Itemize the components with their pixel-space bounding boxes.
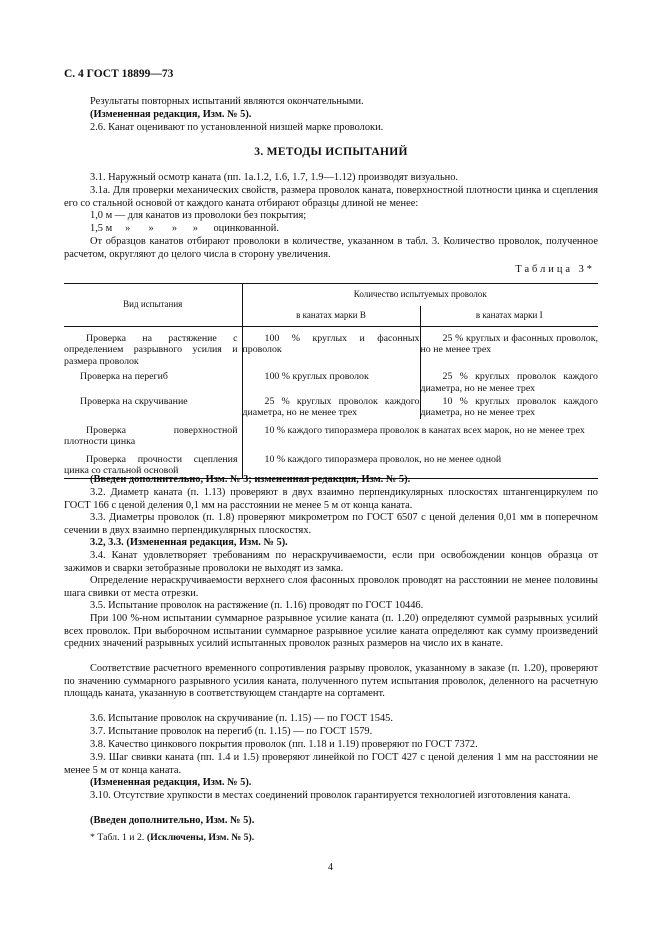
footnote-text: * Табл. 1 и 2. [90, 832, 145, 843]
paragraph-3-7: 3.7. Испытание проволок на перегиб (п. 1.15) — по ГОСТ 1579. [90, 726, 373, 737]
cell-grade-1: 25 % круглых проволок каждого диаметра, но не менее трех [420, 371, 598, 394]
table-row [64, 394, 598, 419]
paragraph-3-2: 3.2. Диаметр каната (п. 1.13) проверяют в двух взаимно перпендикулярных плоскостях штангенциркулем по ГОСТ 166 с ценой деления 0,1 мм на расстоянии не менее 5 м от конца каната. [64, 487, 598, 511]
header-wire-count: Количество испытуемых проволок [242, 284, 598, 306]
footnote [64, 832, 598, 845]
paragraph-sampling: От образцов канатов отбирают проволоки в количестве, указанном в табл. 3. Количество проволок, полученное расчетом, округляют до целого числа в сторону увеличения. [64, 236, 598, 260]
table-caption: Таблица 3* [515, 264, 595, 275]
paragraph-3-3: 3.3. Диаметры проволок (п. 1.8) проверяют микрометром по ГОСТ 6507 с ценой деления 0,01 мм в поперечном сечении в двух взаимно перпендикулярных плоскостях. [64, 512, 598, 536]
cell-test: Проверка прочности сцепления цинка со стальной основой [64, 448, 242, 479]
header-grade-b: в канатах марки В [242, 306, 420, 327]
page-header: С. 4 ГОСТ 18899—73 [64, 68, 174, 80]
cell-grade-1: 10 % круглых проволок каждого диаметра, но не менее трех [420, 396, 598, 419]
paragraph-3-10: 3.10. Отсутствие хрупкости в местах соединений проволок гарантируется технологией изготовления каната. [90, 790, 571, 801]
table-row [64, 419, 598, 448]
cell-test: Проверка на перегиб [64, 367, 242, 394]
cell-merged: 10 % каждого типоразмера проволок в канатах всех марок, но не менее трех [264, 424, 585, 436]
amendment-note: (Введен дополнительно, Изм. № 3; измененная редакция, Изм. № 5). [90, 474, 411, 485]
paragraph-2-6: 2.6. Канат оценивают по установленной низшей марке проволоки. [90, 122, 384, 133]
paragraph-3-5-b: При 100 %-ном испытании суммарное разрывное усилие каната (п. 1.20) определяют суммой разрывных усилий всех проволок. При выборочном испытании суммарное разрывное усилие каната определяют как сумму произведений средних значений разрывных усилий испытанных проволок разных размеров на число их в канате. [64, 613, 598, 650]
paragraph-3-4-b: Определение нераскручиваемости верхнего слоя фасонных проволок проводят на расстоянии не менее половины шага свивки от места отрезки. [64, 575, 598, 599]
sample-length-2: 1,5 м » » » » оцинкованной. [90, 223, 279, 234]
paragraph-3-1: 3.1. Наружный осмотр каната (пп. 1а.1.2, 1.6, 1.7, 1.9—1.12) производят визуально. [90, 172, 459, 183]
amendment-note: (Измененная редакция, Изм. № 5). [90, 109, 252, 120]
cell-test: Проверка поверхностной плотности цинка [64, 419, 242, 448]
cell-merged: 10 % каждого типоразмера проволок, но не менее одной [242, 448, 598, 479]
header-test-type: Вид испытания [64, 284, 242, 327]
cell-grade-1: 25 % круглых и фасонных проволок, но не менее трех [420, 333, 598, 356]
paragraph-3-5-c: Соответствие расчетного временного сопротивления разрыву проволок, указанному в заказе (п. 1.20), проверяют по значению суммарного разрывного усилия каната, полученного путем испытания проволок, деленного на расчетную площадь каната, указанную в соответствующем стандарте на сортамент. [64, 663, 598, 700]
amendment-note: 3.2, 3.3. (Измененная редакция, Изм. № 5). [90, 537, 288, 548]
paragraph-3-8: 3.8. Качество цинкового покрытия проволок (пп. 1.18 и 1.19) проверяют по ГОСТ 7372. [90, 739, 478, 750]
sample-length-1: 1,0 м — для канатов из проволоки без покрытия; [90, 210, 307, 221]
paragraph-3-6: 3.6. Испытание проволок на скручивание (п. 1.15) — по ГОСТ 1545. [90, 713, 393, 724]
paragraph-3-4: 3.4. Канат удовлетворяет требованиям по нераскручиваемости, если при освобождении концов образца от зажимов и сварки зетобразные проволоки не выходят из замка. [64, 550, 598, 574]
header-grade-1: в канатах марки I [420, 306, 598, 327]
section-title: 3. МЕТОДЫ ИСПЫТАНИЙ [254, 146, 408, 158]
paragraph-final-results: Результаты повторных испытаний являются окончательными. [90, 96, 364, 107]
table-row [64, 367, 598, 394]
paragraph-3-9: 3.9. Шаг свивки каната (пп. 1.4 и 1.5) проверяют линейкой по ГОСТ 427 с ценой деления 1 мм на расстоянии не менее 5 м от конца каната. [64, 752, 598, 776]
cell-test: Проверка на скручивание [64, 394, 242, 419]
page-number: 4 [328, 862, 333, 873]
amendment-note: (Введен дополнительно, Изм. № 5). [90, 815, 255, 826]
table-row [64, 327, 598, 368]
cell-grade-b: 25 % круглых проволок каждого диаметра, но не менее трех [242, 396, 420, 419]
cell-test: Проверка на растяжение с определением разрывного усилия и размера проволок [64, 327, 242, 368]
paragraph-3-5: 3.5. Испытание проволок на растяжение (п. 1.16) проводят по ГОСТ 10446. [90, 600, 424, 611]
paragraph-3-1a: 3.1а. Для проверки механических свойств, размера проволок каната, поверхностной плотности цинка и сцепления его со стальной основой от каждого каната отбирают образцы длиной не менее: [64, 185, 598, 209]
cell-grade-b: 100 % круглых и фасонных проволок [242, 327, 420, 368]
cell-grade-b: 100 % круглых проволок [242, 367, 420, 394]
test-table [64, 283, 598, 479]
amendment-note: (Измененная редакция, Изм. № 5). [90, 777, 252, 788]
footnote-note: (Исключены, Изм. № 5). [146, 832, 255, 843]
